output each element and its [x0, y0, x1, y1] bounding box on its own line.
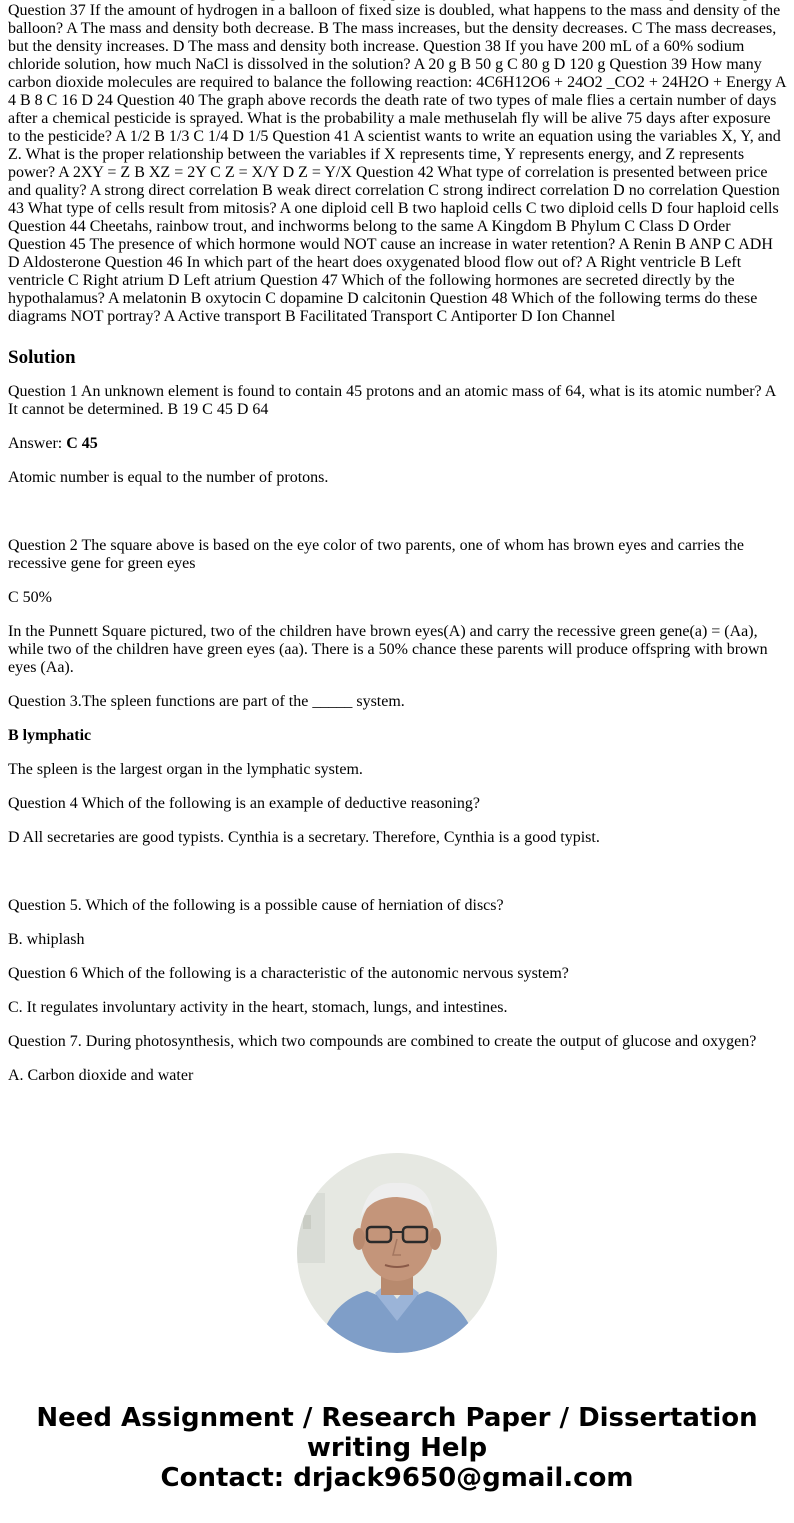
author-portrait-image [297, 1153, 497, 1353]
question-4: Question 4 Which of the following is an example of deductive reasoning? [8, 795, 481, 812]
answer-6: C. It regulates involuntary activity in the heart, stomach, lungs, and intestines. [8, 999, 508, 1016]
answer-3-value: B lymphatic [8, 727, 92, 744]
answer-5: B. whiplash [8, 931, 85, 948]
answer-3 [8, 727, 786, 745]
promo-title: Need Assignment / Research Paper / Dissertation writing Help [36, 1403, 758, 1463]
answer-label: Answer: [8, 435, 67, 452]
question-5: Question 5. Which of the following is a possible cause of herniation of discs? [8, 897, 504, 914]
answer-4: D All secretaries are good typists. Cynthia is a secretary. Therefore, Cynthia is a good typist. [8, 829, 600, 846]
answer-1-value: C 45 [66, 435, 98, 452]
question-1: Question 1 An unknown element is found to contain 45 protons and an atomic mass of 64, what is its atomic number? A It cannot be determined. B 19 C 45 D 64 [8, 383, 776, 418]
promo-banner [0, 1403, 794, 1493]
spacer [8, 503, 786, 521]
explanation-2: In the Punnett Square pictured, two of the children have brown eyes(A) and carry the recessive green gene(a) = (Aa), while two of the children have green eyes (aa). There is a 50% chance these parents will produce offspring with brown eyes (Aa). [8, 623, 768, 676]
question-6: Question 6 Which of the following is a characteristic of the autonomic nervous system? [8, 965, 569, 982]
author-photo [297, 1153, 497, 1353]
explanation-3: The spleen is the largest organ in the lymphatic system. [8, 761, 363, 778]
question-7: Question 7. During photosynthesis, which two compounds are combined to create the output of glucose and oxygen? [8, 1033, 757, 1050]
answer-2: C 50% [8, 589, 52, 606]
question-3: Question 3.The spleen functions are part of the _____ system. [8, 693, 405, 710]
explanation-1: Atomic number is equal to the number of protons. [8, 469, 329, 486]
promo-contact: Contact: drjack9650@gmail.com [160, 1463, 634, 1493]
document-body [8, 0, 786, 1101]
answer-7: A. Carbon dioxide and water [8, 1067, 194, 1084]
question-2: Question 2 The square above is based on the eye color of two parents, one of whom has brown eyes and carries the recessive gene for green eyes [8, 537, 744, 572]
questions-paragraph: Question 37 If the amount of hydrogen in a balloon of fixed size is doubled, what happens to the mass and density of the balloon? A The mass and density both decrease. B The mass increases, but the density decreases. C The mass decreases, but the density increases. D The mass and density both increase. Question 38 If you have 200 mL of a 60% sodium chloride solution, how much NaCl is dissolved in the solution? A 20 g B 50 g C 80 g D 120 g Question 39 How many carbon dioxide molecules are required to balance the following reaction: 4C6H12O6 + 24O2 _CO2 + 24H2O + Energy A 4 B 8 C 16 D 24 Question 40 The graph above records the death rate of two types of male flies a certain number of days after a chemical pesticide is sprayed. What is the probability a male methuselah fly will be alive 75 days after exposure to the pesticide? A 1/2 B 1/3 C 1/4 D 1/5 Question 41 A scientist wants to write an equation using the variables X, Y, and Z. What is the proper relationship between the variables if X represents time, Y represents energy, and Z represents power? A 2XY = Z B XZ = 2Y C Z = X/Y D Z = Y/X Question 42 What type of correlation is presented between price and quality? A strong direct correlation B weak direct correlation C strong indirect correlation D no correlation Question 43 What type of cells result from mitosis? A one diploid cell B two haploid cells C two diploid cells D four haploid cells Question 44 Cheetahs, rainbow trout, and inchworms belong to the same A Kingdom B Phylum C Class D Order Question 45 The presence of which hormone would NOT cause an increase in water retention? A Renin B ANP C ADH D Aldosterone Question 46 In which part of the heart does oxygenated blood flow out of? A Right ventricle B Left ventricle C Right atrium D Left atrium Question 47 Which of the following hormones are secreted directly by the hypothalamus? A melatonin B oxytocin C dopamine D calcitonin Question 48 Which of the following terms do these diagrams NOT portray? A Active transport B Facilitated Transport C Antiporter D Ion Channel [8, 2, 786, 325]
solution-heading: Solution [8, 347, 76, 368]
answer-1 [8, 435, 786, 453]
spacer [8, 863, 786, 881]
